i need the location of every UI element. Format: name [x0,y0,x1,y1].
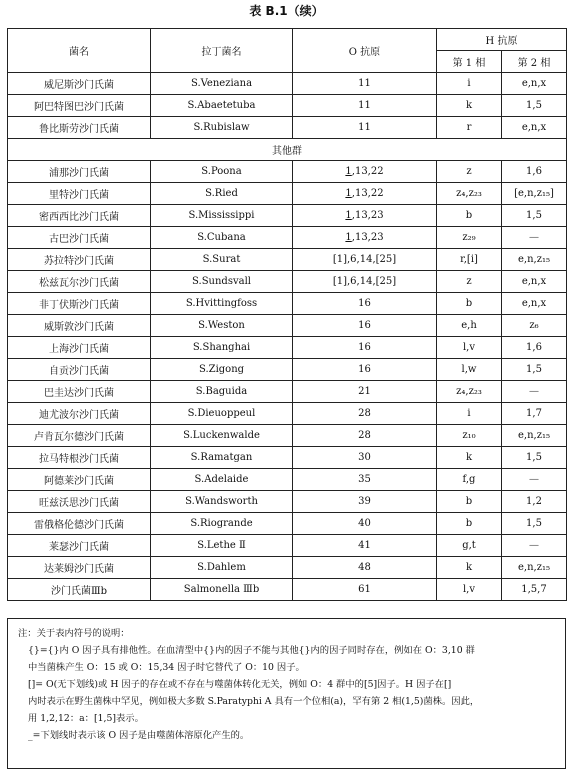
cell-name-cn: 巴圭达沙门氏菌 [8,381,151,403]
table-row [8,535,567,557]
antigen-table [7,28,567,601]
header-h-antigen: H 抗原 [437,29,567,51]
notes-line-4: 内时表示在野生菌株中罕见，例如极大多数 S.Paratyphi A 具有一个位相(a)，罕有第 2 相(1,5)菌株。因此， [28,696,480,707]
cell-name-latin: S.Abaetetuba [151,95,293,117]
o-factors: 28 [358,430,371,441]
cell-h-phase-1: i [437,73,502,95]
table-row [8,403,567,425]
cell-h-phase-1: l,v [437,579,502,601]
table-row [8,293,567,315]
table-row [8,161,567,183]
cell-o-antigen [293,579,437,601]
cell-name-cn: 阿巴特图巴沙门氏菌 [8,95,151,117]
cell-h-phase-2: 1,5 [502,513,567,535]
cell-h-phase-1: b [437,513,502,535]
group-label-other: 其他群 [8,139,567,161]
cell-h-phase-2: 1,5 [502,359,567,381]
cell-name-cn: 里特沙门氏菌 [8,183,151,205]
cell-h-phase-2: e,n,z₁₅ [502,425,567,447]
cell-o-antigen [293,425,437,447]
cell-o-antigen [293,161,437,183]
cell-h-phase-1: l,w [437,359,502,381]
table-row [8,491,567,513]
o-factors: 30 [358,452,371,463]
cell-name-latin: Salmonella Ⅲb [151,579,293,601]
table-row [8,579,567,601]
notes-line-2: 中当菌株产生 O：15 或 O：15,34 因子时它替代了 O：10 因子。 [28,662,305,673]
cell-name-latin: S.Cubana [151,227,293,249]
cell-name-cn: 旺兹沃思沙门氏菌 [8,491,151,513]
cell-h-phase-1: r [437,117,502,139]
cell-name-cn: 迪尤波尔沙门氏菌 [8,403,151,425]
cell-name-latin: S.Riogrande [151,513,293,535]
underlined-factor: 1 [345,232,352,243]
group-row [8,139,567,161]
cell-name-cn: 雷俄格伦德沙门氏菌 [8,513,151,535]
o-factors: 16 [358,320,371,331]
o-factors: 61 [358,584,371,595]
o-factors: ,13,22 [351,166,384,177]
cell-h-phase-2: e,n,x [502,271,567,293]
table-row [8,271,567,293]
cell-h-phase-2: 1,5,7 [502,579,567,601]
cell-h-phase-1: z₁₀ [437,425,502,447]
cell-o-antigen [293,359,437,381]
cell-h-phase-2: 1,5 [502,95,567,117]
header-phase-1: 第 1 相 [437,51,502,73]
table-row [8,447,567,469]
table-row [8,381,567,403]
cell-h-phase-1: k [437,95,502,117]
notes-box [7,618,566,769]
cell-name-latin: S.Baguida [151,381,293,403]
o-factors: 16 [358,298,371,309]
cell-name-latin: S.Rubislaw [151,117,293,139]
cell-o-antigen [293,227,437,249]
table-row [8,315,567,337]
o-factors: [1],6,14,[25] [332,276,397,287]
notes-line-5: 用 1,2,12：a：[1,5]表示。 [28,713,144,724]
cell-name-cn: 古巴沙门氏菌 [8,227,151,249]
cell-o-antigen [293,381,437,403]
cell-h-phase-1: e,h [437,315,502,337]
notes-line-1: {}={}内 O 因子具有排他性。在血清型中{}内的因子不能与其他{}内的因子同时存在，例如在 O：3,10 群 [28,645,475,656]
cell-o-antigen: 11 [293,73,437,95]
cell-o-antigen [293,337,437,359]
cell-o-antigen [293,271,437,293]
cell-h-phase-2: 1,5 [502,447,567,469]
o-factors: 21 [358,386,371,397]
table-row [8,95,567,117]
o-factors: ,13,22 [351,188,384,199]
o-factors: ,13,23 [351,232,384,243]
cell-o-antigen [293,315,437,337]
notes-line-3: []= O(无下划线)或 H 因子的存在或不存在与噬菌体转化无关，例如 O：4 群中的[5]因子。H 因子在[] [28,679,452,690]
cell-h-phase-2: z₆ [502,315,567,337]
cell-h-phase-1: l,v [437,337,502,359]
cell-h-phase-1: r,[i] [437,249,502,271]
cell-o-antigen [293,447,437,469]
o-factors: 35 [358,474,371,485]
cell-h-phase-1: z [437,161,502,183]
cell-h-phase-2: — [502,469,567,491]
cell-name-cn: 苏拉特沙门氏菌 [8,249,151,271]
cell-name-cn: 威尼斯沙门氏菌 [8,73,151,95]
table-row [8,337,567,359]
notes-line-6: _=下划线时表示该 O 因子是由噬菌体溶原化产生的。 [28,730,250,741]
o-factors: 16 [358,364,371,375]
table-row [8,183,567,205]
cell-name-latin: S.Veneziana [151,73,293,95]
cell-o-antigen: 11 [293,95,437,117]
table-row [8,73,567,95]
cell-o-antigen [293,249,437,271]
cell-name-latin: S.Adelaide [151,469,293,491]
table-row [8,117,567,139]
cell-h-phase-1: b [437,491,502,513]
cell-h-phase-2: e,n,x [502,117,567,139]
cell-o-antigen [293,205,437,227]
cell-name-cn: 阿德莱沙门氏菌 [8,469,151,491]
cell-h-phase-2: e,n,z₁₅ [502,557,567,579]
cell-o-antigen [293,403,437,425]
cell-h-phase-2: 1,6 [502,161,567,183]
cell-h-phase-2: — [502,227,567,249]
cell-name-latin: S.Ried [151,183,293,205]
cell-name-cn: 沙门氏菌Ⅲb [8,579,151,601]
cell-name-latin: S.Mississippi [151,205,293,227]
cell-h-phase-1: z₄,z₂₃ [437,183,502,205]
cell-h-phase-2: [e,n,z₁₅] [502,183,567,205]
cell-h-phase-2: 1,6 [502,337,567,359]
cell-o-antigen [293,557,437,579]
cell-h-phase-1: k [437,557,502,579]
cell-name-cn: 卢肯瓦尔德沙门氏菌 [8,425,151,447]
o-factors: 16 [358,342,371,353]
cell-h-phase-1: z₂₉ [437,227,502,249]
header-o-antigen: O 抗原 [293,29,437,73]
cell-name-latin: S.Ramatgan [151,447,293,469]
table-title: 表 B.1（续） [249,4,324,18]
header-name-latin: 拉丁菌名 [151,29,293,73]
cell-name-cn: 莱瑟沙门氏菌 [8,535,151,557]
underlined-factor: 1 [345,188,352,199]
cell-h-phase-2: 1,5 [502,205,567,227]
notes-heading: 注：关于表内符号的说明： [18,628,130,639]
cell-name-latin: S.Lethe Ⅱ [151,535,293,557]
cell-h-phase-1: b [437,205,502,227]
table-row [8,205,567,227]
cell-h-phase-2: — [502,535,567,557]
cell-h-phase-1: z [437,271,502,293]
o-factors: 28 [358,408,371,419]
cell-name-cn: 鲁比斯劳沙门氏菌 [8,117,151,139]
cell-h-phase-1: k [437,447,502,469]
cell-h-phase-2: 1,2 [502,491,567,513]
cell-name-latin: S.Luckenwalde [151,425,293,447]
cell-h-phase-2: 1,7 [502,403,567,425]
cell-h-phase-1: z₄,z₂₃ [437,381,502,403]
header-row-1 [8,29,567,51]
cell-name-cn: 松兹瓦尔沙门氏菌 [8,271,151,293]
table-row [8,249,567,271]
cell-name-cn: 浦那沙门氏菌 [8,161,151,183]
table-row [8,227,567,249]
cell-o-antigen [293,183,437,205]
cell-o-antigen [293,535,437,557]
underlined-factor: 1 [345,210,352,221]
cell-name-latin: S.Zigong [151,359,293,381]
o-factors: 41 [358,540,371,551]
cell-name-latin: S.Poona [151,161,293,183]
cell-name-cn: 威斯敦沙门氏菌 [8,315,151,337]
o-factors: ,13,23 [351,210,384,221]
cell-name-latin: S.Sundsvall [151,271,293,293]
cell-o-antigen: 11 [293,117,437,139]
table-row [8,359,567,381]
cell-name-cn: 自贡沙门氏菌 [8,359,151,381]
cell-o-antigen [293,491,437,513]
o-factors: [1],6,14,[25] [332,254,397,265]
cell-name-latin: S.Surat [151,249,293,271]
o-factors: 48 [358,562,371,573]
cell-h-phase-1: f,g [437,469,502,491]
cell-name-latin: S.Shanghai [151,337,293,359]
cell-name-latin: S.Dahlem [151,557,293,579]
cell-o-antigen [293,513,437,535]
cell-name-cn: 非丁伏斯沙门氏菌 [8,293,151,315]
cell-name-latin: S.Wandsworth [151,491,293,513]
cell-name-cn: 密西西比沙门氏菌 [8,205,151,227]
cell-o-antigen [293,469,437,491]
cell-name-latin: S.Weston [151,315,293,337]
cell-h-phase-2: e,n,x [502,73,567,95]
cell-name-latin: S.Hvittingfoss [151,293,293,315]
table-row [8,557,567,579]
cell-name-cn: 拉马特根沙门氏菌 [8,447,151,469]
header-phase-2: 第 2 相 [502,51,567,73]
cell-h-phase-2: e,n,x [502,293,567,315]
table-row [8,469,567,491]
cell-h-phase-2: — [502,381,567,403]
header-name-cn: 菌名 [8,29,151,73]
underlined-factor: 1 [345,166,352,177]
table-row [8,513,567,535]
cell-name-cn: 上海沙门氏菌 [8,337,151,359]
o-factors: 39 [358,496,371,507]
cell-h-phase-1: i [437,403,502,425]
cell-h-phase-1: b [437,293,502,315]
o-factors: 40 [358,518,371,529]
cell-name-cn: 达莱姆沙门氏菌 [8,557,151,579]
table-row [8,425,567,447]
cell-h-phase-2: e,n,z₁₅ [502,249,567,271]
cell-h-phase-1: g,t [437,535,502,557]
cell-name-latin: S.Dieuoppeul [151,403,293,425]
cell-o-antigen [293,293,437,315]
